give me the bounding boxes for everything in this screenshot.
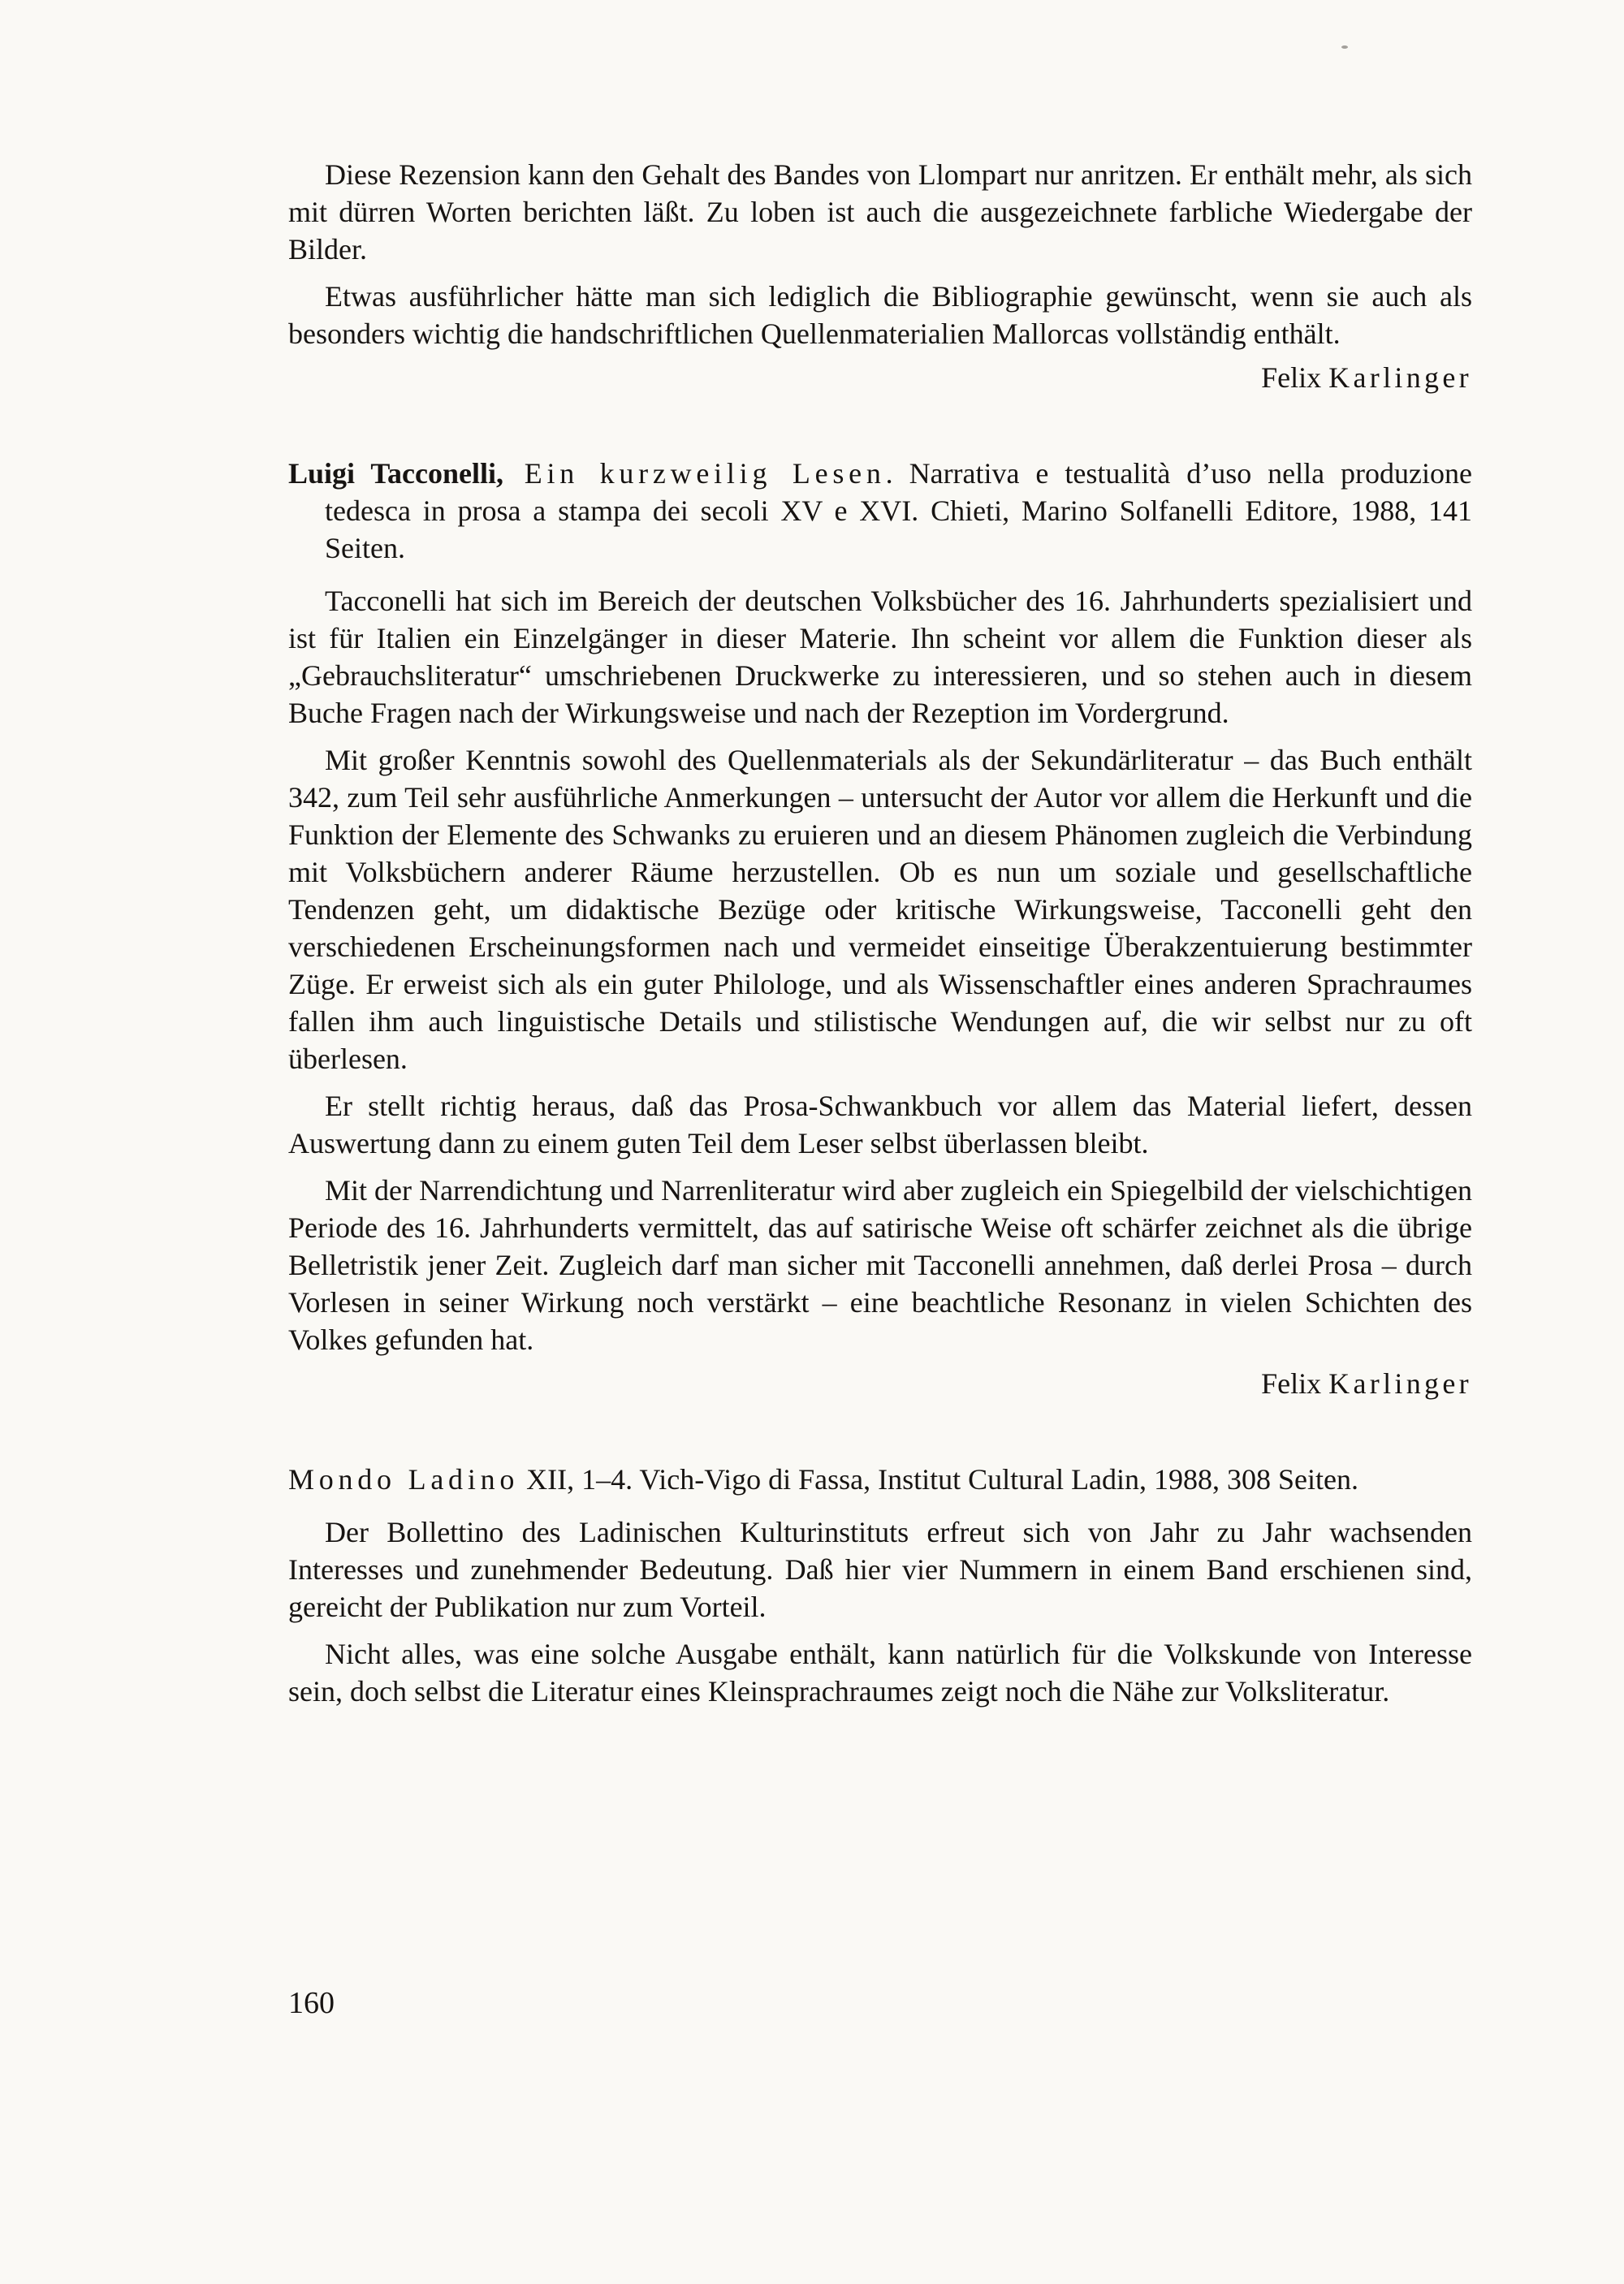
review-title: Mondo Ladino (288, 1463, 520, 1496)
paragraph: Mit großer Kenntnis sowohl des Quellenmaterials als der Sekundärliteratur – das Buch enthält 342, zum Teil sehr ausführliche Anmerkungen – untersucht der Autor vor allem die Herkunft und die Funktion der Elemente des Schwanks zu eruieren und an diesem Phänomen zugleich die Verbindung mit Volksbüchern anderer Räume herzustellen. Ob es nun um soziale und gesellschaftliche Tendenzen geht, um didaktische Bezüge oder kritische Wirkungsweise, Tacconelli geht den verschiedenen Erscheinungsformen nach und vermeidet einseitige Überakzentuierung bestimmter Züge. Er erweist sich als ein guter Philologe, und als Wissenschaftler eines anderen Sprachraumes fallen ihm auch linguistische Details und stilistische Wendungen auf, die wir selbst nur zu oft überlesen. (288, 744, 1472, 1075)
review-heading (288, 455, 1472, 567)
review-section-llompart (288, 156, 1472, 396)
reviewer-last-name: Karlinger (1328, 361, 1472, 394)
reviewer-last-name: Karlinger (1328, 1367, 1472, 1400)
reviewer-first-name: Felix (1261, 361, 1322, 394)
scan-artifact (1341, 45, 1348, 49)
review-author: Luigi Tacconelli, (288, 457, 503, 490)
review-heading (288, 1461, 1472, 1498)
review-bibliographic-info: XII, 1–4. Vich-Vigo di Fassa, Institut Cultural Ladin, 1988, 308 Seiten. (519, 1463, 1359, 1496)
review-bibliographic-info: . Narrativa e testualità d’uso nella produzione tedesca in prosa a stampa dei secoli XV e XVI. Chieti, Marino Solfanelli Editore, 1988, 141 Seiten. (325, 457, 1472, 564)
review-section-mondo-ladino (288, 1461, 1472, 1710)
reviewer-first-name: Felix (1261, 1367, 1322, 1400)
paragraph: Diese Rezension kann den Gehalt des Bandes von Llompart nur anritzen. Er enthält mehr, als sich mit dürren Worten berichten läßt. Zu loben ist auch die ausgezeichnete farbliche Wiedergabe der Bilder. (288, 158, 1472, 266)
paragraph: Er stellt richtig heraus, daß das Prosa-Schwankbuch vor allem das Material liefert, dessen Auswertung dann zu einem guten Teil dem Leser selbst überlassen bleibt. (288, 1090, 1472, 1159)
page-number: 160 (288, 1986, 335, 2020)
reviewer-signature (288, 1365, 1472, 1402)
review-section-tacconelli (288, 455, 1472, 1402)
review-title: Ein kurzweilig Lesen (503, 457, 886, 490)
paragraph: Etwas ausführlicher hätte man sich lediglich die Bibliographie gewünscht, wenn sie auch als besonders wichtig die handschriftlichen Quellenmaterialien Mallorcas vollständig enthält. (288, 280, 1472, 350)
paragraph: Mit der Narrendichtung und Narrenliteratur wird aber zugleich ein Spiegelbild der vielschichtigen Periode des 16. Jahrhunderts vermittelt, das auf satirische Weise oft schärfer zeichnet als die übrige Belletristik jener Zeit. Zugleich darf man sicher mit Tacconelli annehmen, daß derlei Prosa – durch Vorlesen in seiner Wirkung noch verstärkt – eine beachtliche Resonanz in vielen Schichten des Volkes gefunden hat. (288, 1174, 1472, 1356)
paragraph: Nicht alles, was eine solche Ausgabe enthält, kann natürlich für die Volkskunde von Interesse sein, doch selbst die Literatur eines Kleinsprachraumes zeigt noch die Nähe zur Volksliteratur. (288, 1638, 1472, 1708)
paragraph: Tacconelli hat sich im Bereich der deutschen Volksbücher des 16. Jahrhunderts spezialisiert und ist für Italien ein Einzelgänger in dieser Materie. Ihn scheint vor allem die Funktion dieser als „Gebrauchsliteratur“ umschriebenen Druckwerke zu interessieren, und so stehen auch in diesem Buche Fragen nach der Wirkungsweise und nach der Rezeption im Vordergrund. (288, 585, 1472, 729)
paragraph: Der Bollettino des Ladinischen Kulturinstituts erfreut sich von Jahr zu Jahr wachsenden Interesses und zunehmender Bedeutung. Daß hier vier Nummern in einem Band erschienen sind, gereicht der Publikation nur zum Vorteil. (288, 1516, 1472, 1623)
reviewer-signature (288, 359, 1472, 396)
page-text-block (288, 156, 1472, 1710)
